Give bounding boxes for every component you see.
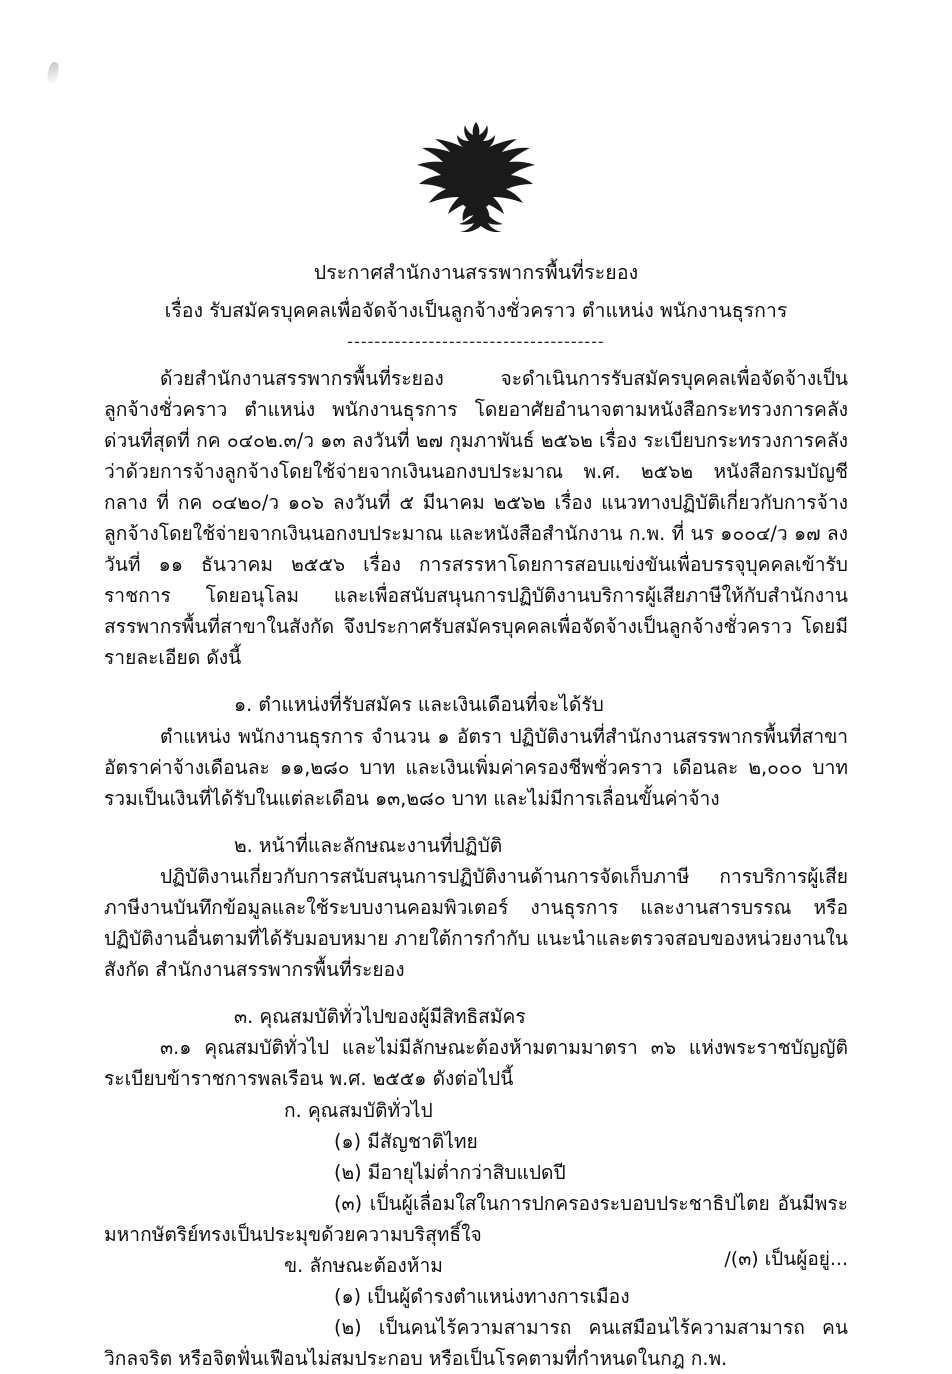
- document-body: [104, 363, 848, 1374]
- group-a-heading: ก. คุณสมบัติทั่วไป: [104, 1095, 848, 1126]
- section-1-body: ตำแหน่ง พนักงานธุรการ จำนวน ๑ อัตรา ปฏิบัติงานที่สำนักงานสรรพากรพื้นที่สาขาอัตราค่าจ้างเดือนละ ๑๑,๒๘๐ บาท และเงินเพิ่มค่าครองชีพชั่วคราว เดือนละ ๒,๐๐๐ บาท รวมเป็นเงินที่ได้รับในแต่ละเดือน ๑๓,๒๘๐ บาท และไม่มีการเลื่อนขั้นค่าจ้าง: [104, 721, 848, 814]
- emblem-container: [104, 114, 848, 244]
- section-3-heading: ๓. คุณสมบัติทั่วไปของผู้มีสิทธิสมัคร: [104, 1001, 848, 1032]
- section-2-heading: ๒. หน้าที่และลักษณะงานที่ปฏิบัติ: [104, 830, 848, 861]
- group-b-heading: ข. ลักษณะต้องห้าม: [104, 1250, 848, 1281]
- garuda-emblem: [401, 114, 551, 232]
- section-3-1-text: ๓.๑ คุณสมบัติทั่วไป และไม่มีลักษณะต้องห้ามตามมาตรา ๓๖ แห่งพระราชบัญญัติระเบียบข้าราชการพลเรือน พ.ศ. ๒๕๕๑ ดังต่อไปนี้: [104, 1032, 848, 1094]
- page-title: ประกาศสำนักงานสรรพากรพื้นที่ระยอง: [104, 258, 848, 287]
- title-divider: --------------------------------------: [104, 332, 848, 351]
- group-b-item-2: (๒) เป็นคนไร้ความสามารถ คนเสมือนไร้ความสามารถ คนวิกลจริต หรือจิตฟั่นเฟือนไม่สมประกอบ หรือเป็นโรคตามที่กำหนดในกฎ ก.พ.: [104, 1312, 848, 1374]
- page-subtitle: เรื่อง รับสมัครบุคคลเพื่อจัดจ้างเป็นลูกจ้างชั่วคราว ตำแหน่ง พนักงานธุรการ: [104, 296, 848, 325]
- continuation-note: /(๓) เป็นผู้อยู่...: [724, 1244, 848, 1274]
- intro-paragraph: ด้วยสำนักงานสรรพากรพื้นที่ระยอง จะดำเนินการรับสมัครบุคคลเพื่อจัดจ้างเป็นลูกจ้างชั่วคราว ตำแหน่ง พนักงานธุรการ โดยอาศัยอำนาจตามหนังสือกระทรวงการคลัง ด่วนที่สุดที่ กค ๐๔๐๒.๓/ว ๑๓ ลงวันที่ ๒๗ กุมภาพันธ์ ๒๕๖๒ เรื่อง ระเบียบกระทรวงการคลังว่าด้วยการจ้างลูกจ้างโดยใช้จ่ายจากเงินนอกงบประมาณ พ.ศ. ๒๕๖๒ หนังสือกรมบัญชีกลาง ที่ กค ๐๔๒๐/ว ๑๐๖ ลงวันที่ ๕ มีนาคม ๒๕๖๒ เรื่อง แนวทางปฏิบัติเกี่ยวกับการจ้างลูกจ้างโดยใช้จ่ายจากเงินนอกงบประมาณ และหนังสือสำนักงาน ก.พ. ที่ นร ๑๐๐๔/ว ๑๗ ลงวันที่ ๑๑ ธันวาคม ๒๕๕๖ เรื่อง การสรรหาโดยการสอบแข่งขันเพื่อบรรจุบุคคลเข้ารับราชการ โดยอนุโลม และเพื่อสนับสนุนการปฏิบัติงานบริการผู้เสียภาษีให้กับสำนักงานสรรพากรพื้นที่สาขาในสังกัด จึงประกาศรับสมัครบุคคลเพื่อจัดจ้างเป็นลูกจ้างชั่วคราว โดยมีรายละเอียด ดังนี้: [104, 363, 848, 674]
- section-1-heading: ๑. ตำแหน่งที่รับสมัคร และเงินเดือนที่จะได้รับ: [104, 689, 848, 720]
- section-2-body: ปฏิบัติงานเกี่ยวกับการสนับสนุนการปฏิบัติงานด้านการจัดเก็บภาษี การบริการผู้เสียภาษีงานบันทึกข้อมูลและใช้ระบบงานคอมพิวเตอร์ งานธุรการ และงานสารบรรณ หรือปฏิบัติงานอื่นตามที่ได้รับมอบหมาย ภายใต้การกำกับ แนะนำและตรวจสอบของหน่วยงานในสังกัด สำนักงานสรรพากรพื้นที่ระยอง: [104, 861, 848, 985]
- group-a-item-2: (๒) มีอายุไม่ต่ำกว่าสิบแปดปี: [104, 1157, 848, 1188]
- group-a-item-3: (๓) เป็นผู้เลื่อมใสในการปกครองระบอบประชาธิปไตย อันมีพระมหากษัตริย์ทรงเป็นประมุขด้วยความบริสุทธิ์ใจ: [104, 1188, 848, 1250]
- group-b-item-1: (๑) เป็นผู้ดำรงตำแหน่งทางการเมือง: [104, 1281, 848, 1312]
- group-a-item-1: (๑) มีสัญชาติไทย: [104, 1126, 848, 1157]
- scan-artifact: [46, 61, 60, 85]
